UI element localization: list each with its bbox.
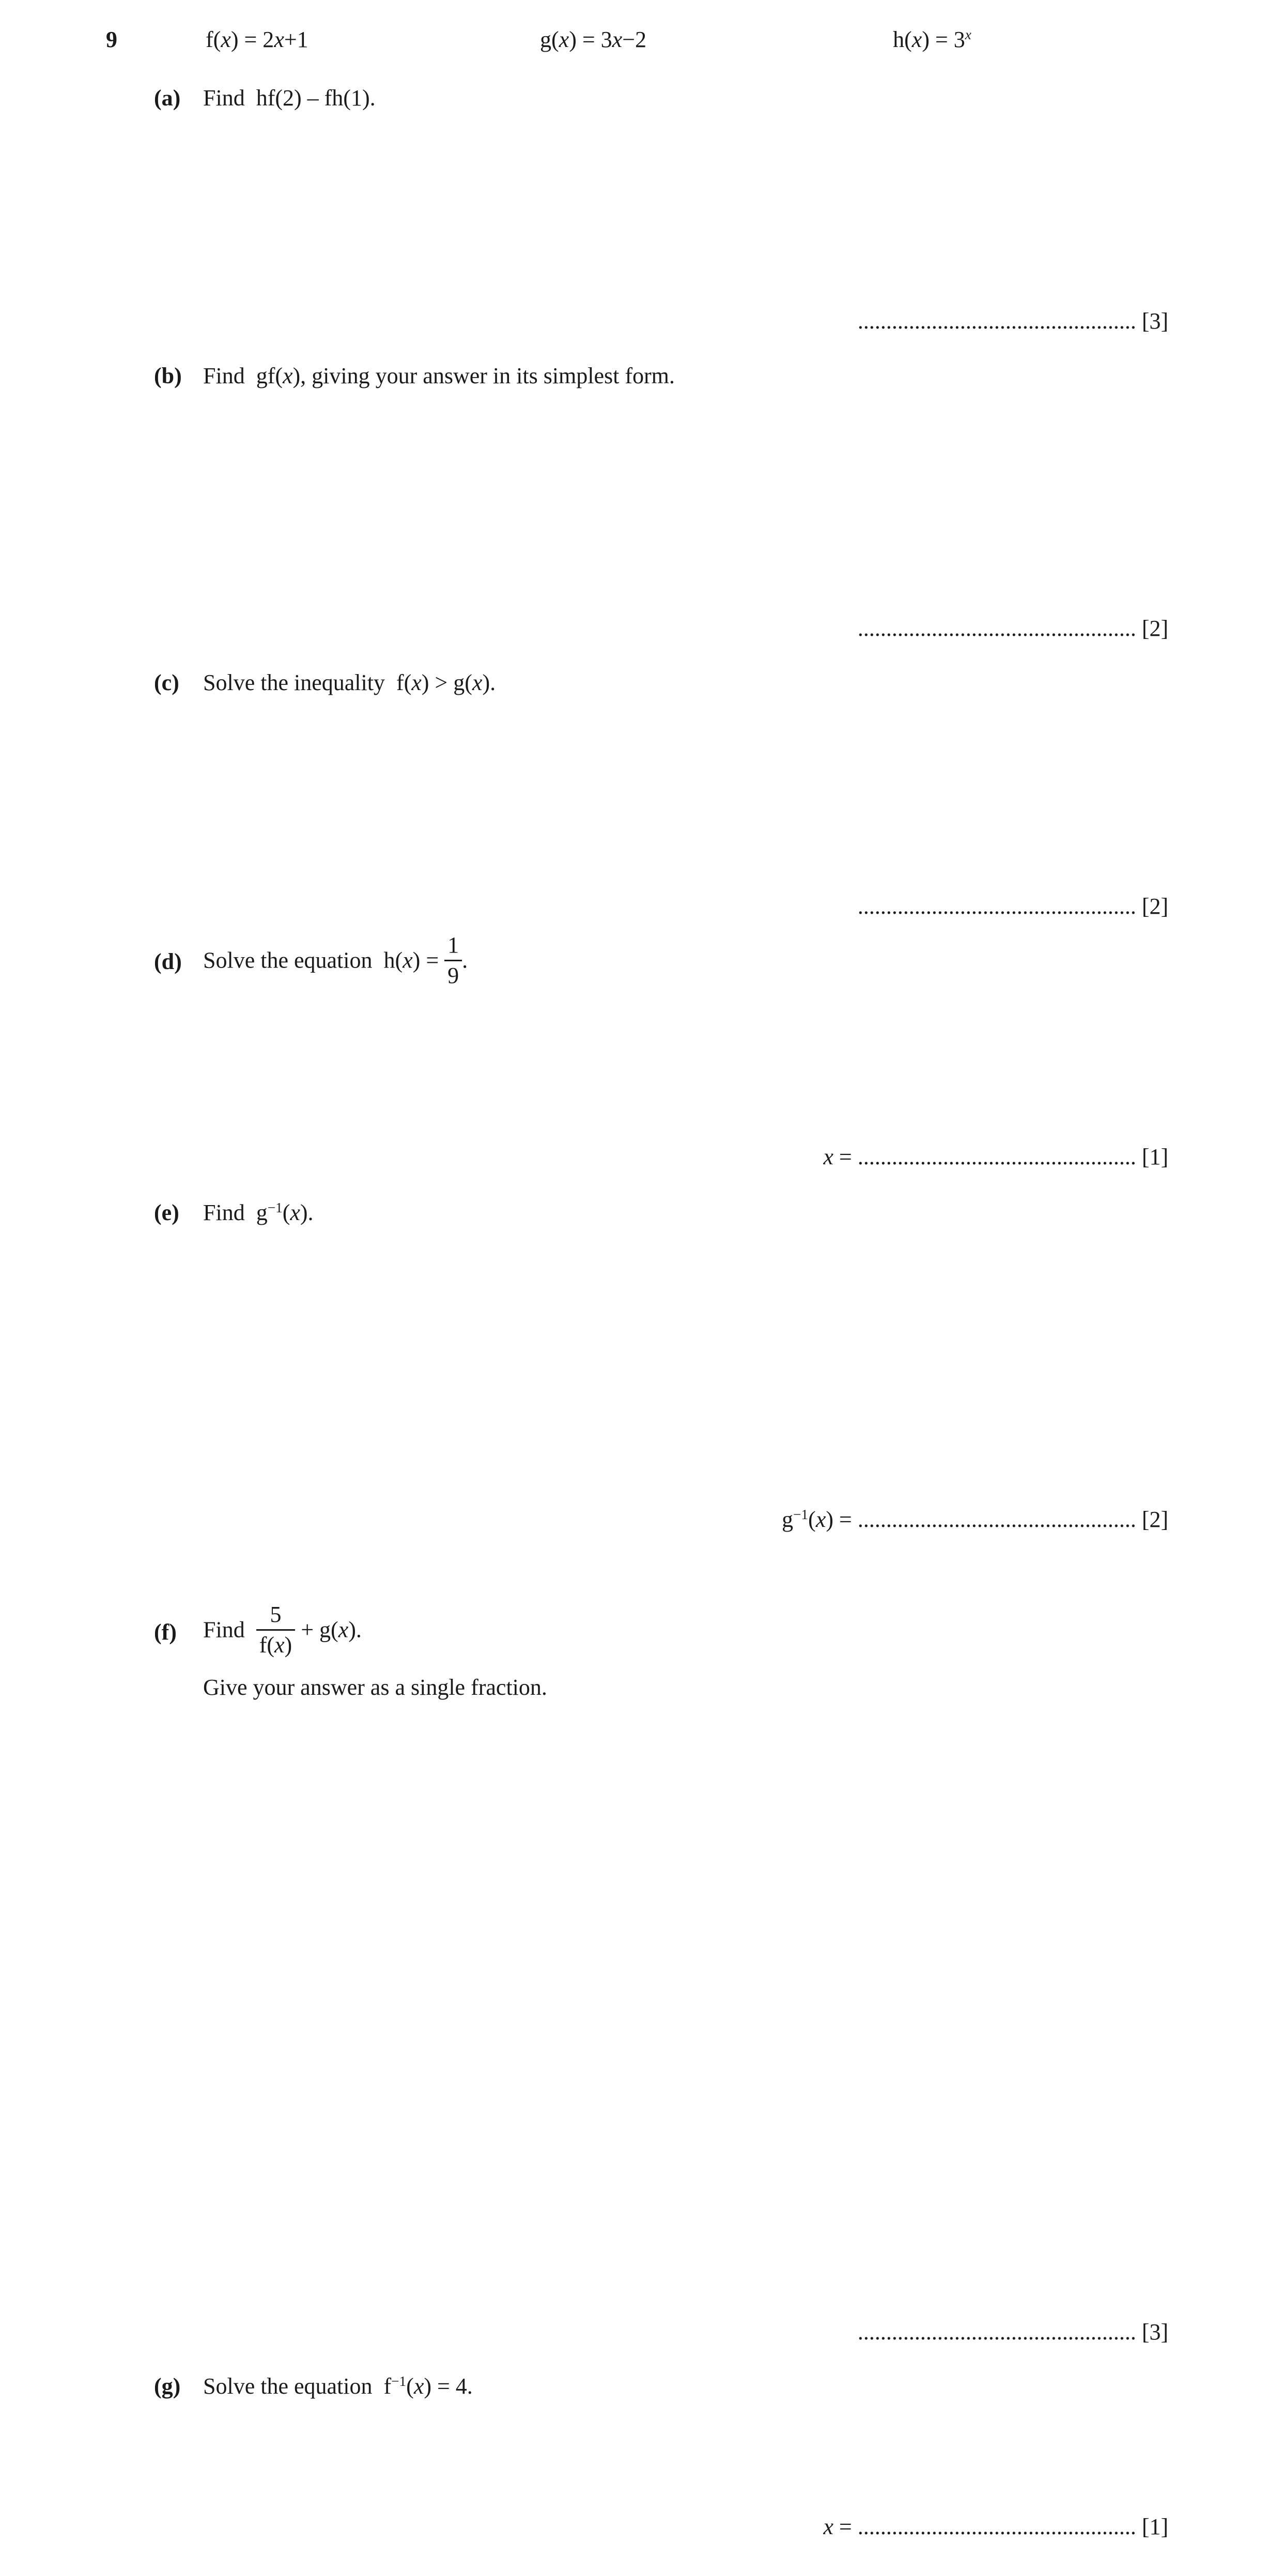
part-e-answer[interactable] bbox=[782, 1508, 1168, 1531]
part-g-answer[interactable] bbox=[823, 2516, 1168, 2538]
part-a-label: (a) bbox=[154, 85, 181, 111]
definition-f: f(x) = 2x+1 bbox=[206, 27, 308, 52]
part-b-answer[interactable] bbox=[858, 617, 1168, 640]
answer-line[interactable]: ................................................. bbox=[857, 308, 1136, 334]
answer-line[interactable]: ................................................. bbox=[857, 894, 1136, 919]
part-f-marks: [3] bbox=[1141, 2319, 1168, 2345]
answer-line[interactable]: ................................................. bbox=[857, 1144, 1136, 1169]
part-b-question: Find gf(x), giving your answer in its simplest form. bbox=[203, 363, 675, 388]
fraction-one-ninth: $\frac{1}{9}$ bbox=[444, 934, 462, 987]
part-f-answer[interactable] bbox=[858, 2321, 1168, 2344]
part-f-question: Find $\frac{5}{f(x)}$ + g(x). bbox=[203, 1601, 362, 1658]
question-number: 9 bbox=[106, 27, 117, 52]
answer-line[interactable]: ................................................. bbox=[857, 2319, 1136, 2345]
part-g-answer-prefix: x = bbox=[823, 2514, 852, 2539]
part-f-label: (f) bbox=[154, 1619, 177, 1645]
part-e-marks: [2] bbox=[1141, 1507, 1168, 1532]
part-a-question: Find hf(2) – fh(1). bbox=[203, 85, 376, 111]
part-d-answer-prefix: x = bbox=[823, 1144, 852, 1169]
part-d-label: (d) bbox=[154, 949, 182, 974]
part-a-answer[interactable] bbox=[858, 310, 1168, 333]
part-g-marks: [1] bbox=[1141, 2514, 1168, 2539]
part-d-marks: [1] bbox=[1141, 1144, 1168, 1169]
part-g-label: (g) bbox=[154, 2374, 181, 2399]
part-e-label: (e) bbox=[154, 1200, 179, 1225]
definition-g: g(x) = 3x−2 bbox=[540, 27, 647, 52]
part-c-label: (c) bbox=[154, 670, 179, 695]
answer-line[interactable]: ................................................. bbox=[857, 2514, 1136, 2539]
part-d-answer[interactable] bbox=[823, 1146, 1168, 1168]
part-e-question: Find $g^{-1}(x)$. bbox=[203, 1200, 314, 1225]
part-a-marks: [3] bbox=[1141, 308, 1168, 334]
part-c-question: Solve the inequality f(x) > g(x). bbox=[203, 670, 496, 695]
part-g-question: Solve the equation $f^{-1}(x) = 4$. bbox=[203, 2374, 473, 2399]
answer-line[interactable]: ................................................. bbox=[857, 616, 1136, 641]
part-d-question: Solve the equation h(x) = $\frac{1}{9}$ . bbox=[203, 932, 468, 988]
part-f-subtext: Give your answer as a single fraction. bbox=[203, 1675, 547, 1700]
part-c-marks: [2] bbox=[1141, 894, 1168, 919]
definition-h: $h(x) = 3^x$ bbox=[893, 27, 971, 52]
part-b-label: (b) bbox=[154, 363, 182, 388]
fraction-five-over-fx: $\frac{5}{f(x)}$ bbox=[256, 1603, 296, 1657]
answer-line[interactable]: ................................................. bbox=[857, 1507, 1136, 1532]
part-c-answer[interactable] bbox=[858, 895, 1168, 918]
part-b-marks: [2] bbox=[1141, 616, 1168, 641]
part-e-answer-prefix: $g^{-1}(x)$ = bbox=[782, 1507, 852, 1532]
